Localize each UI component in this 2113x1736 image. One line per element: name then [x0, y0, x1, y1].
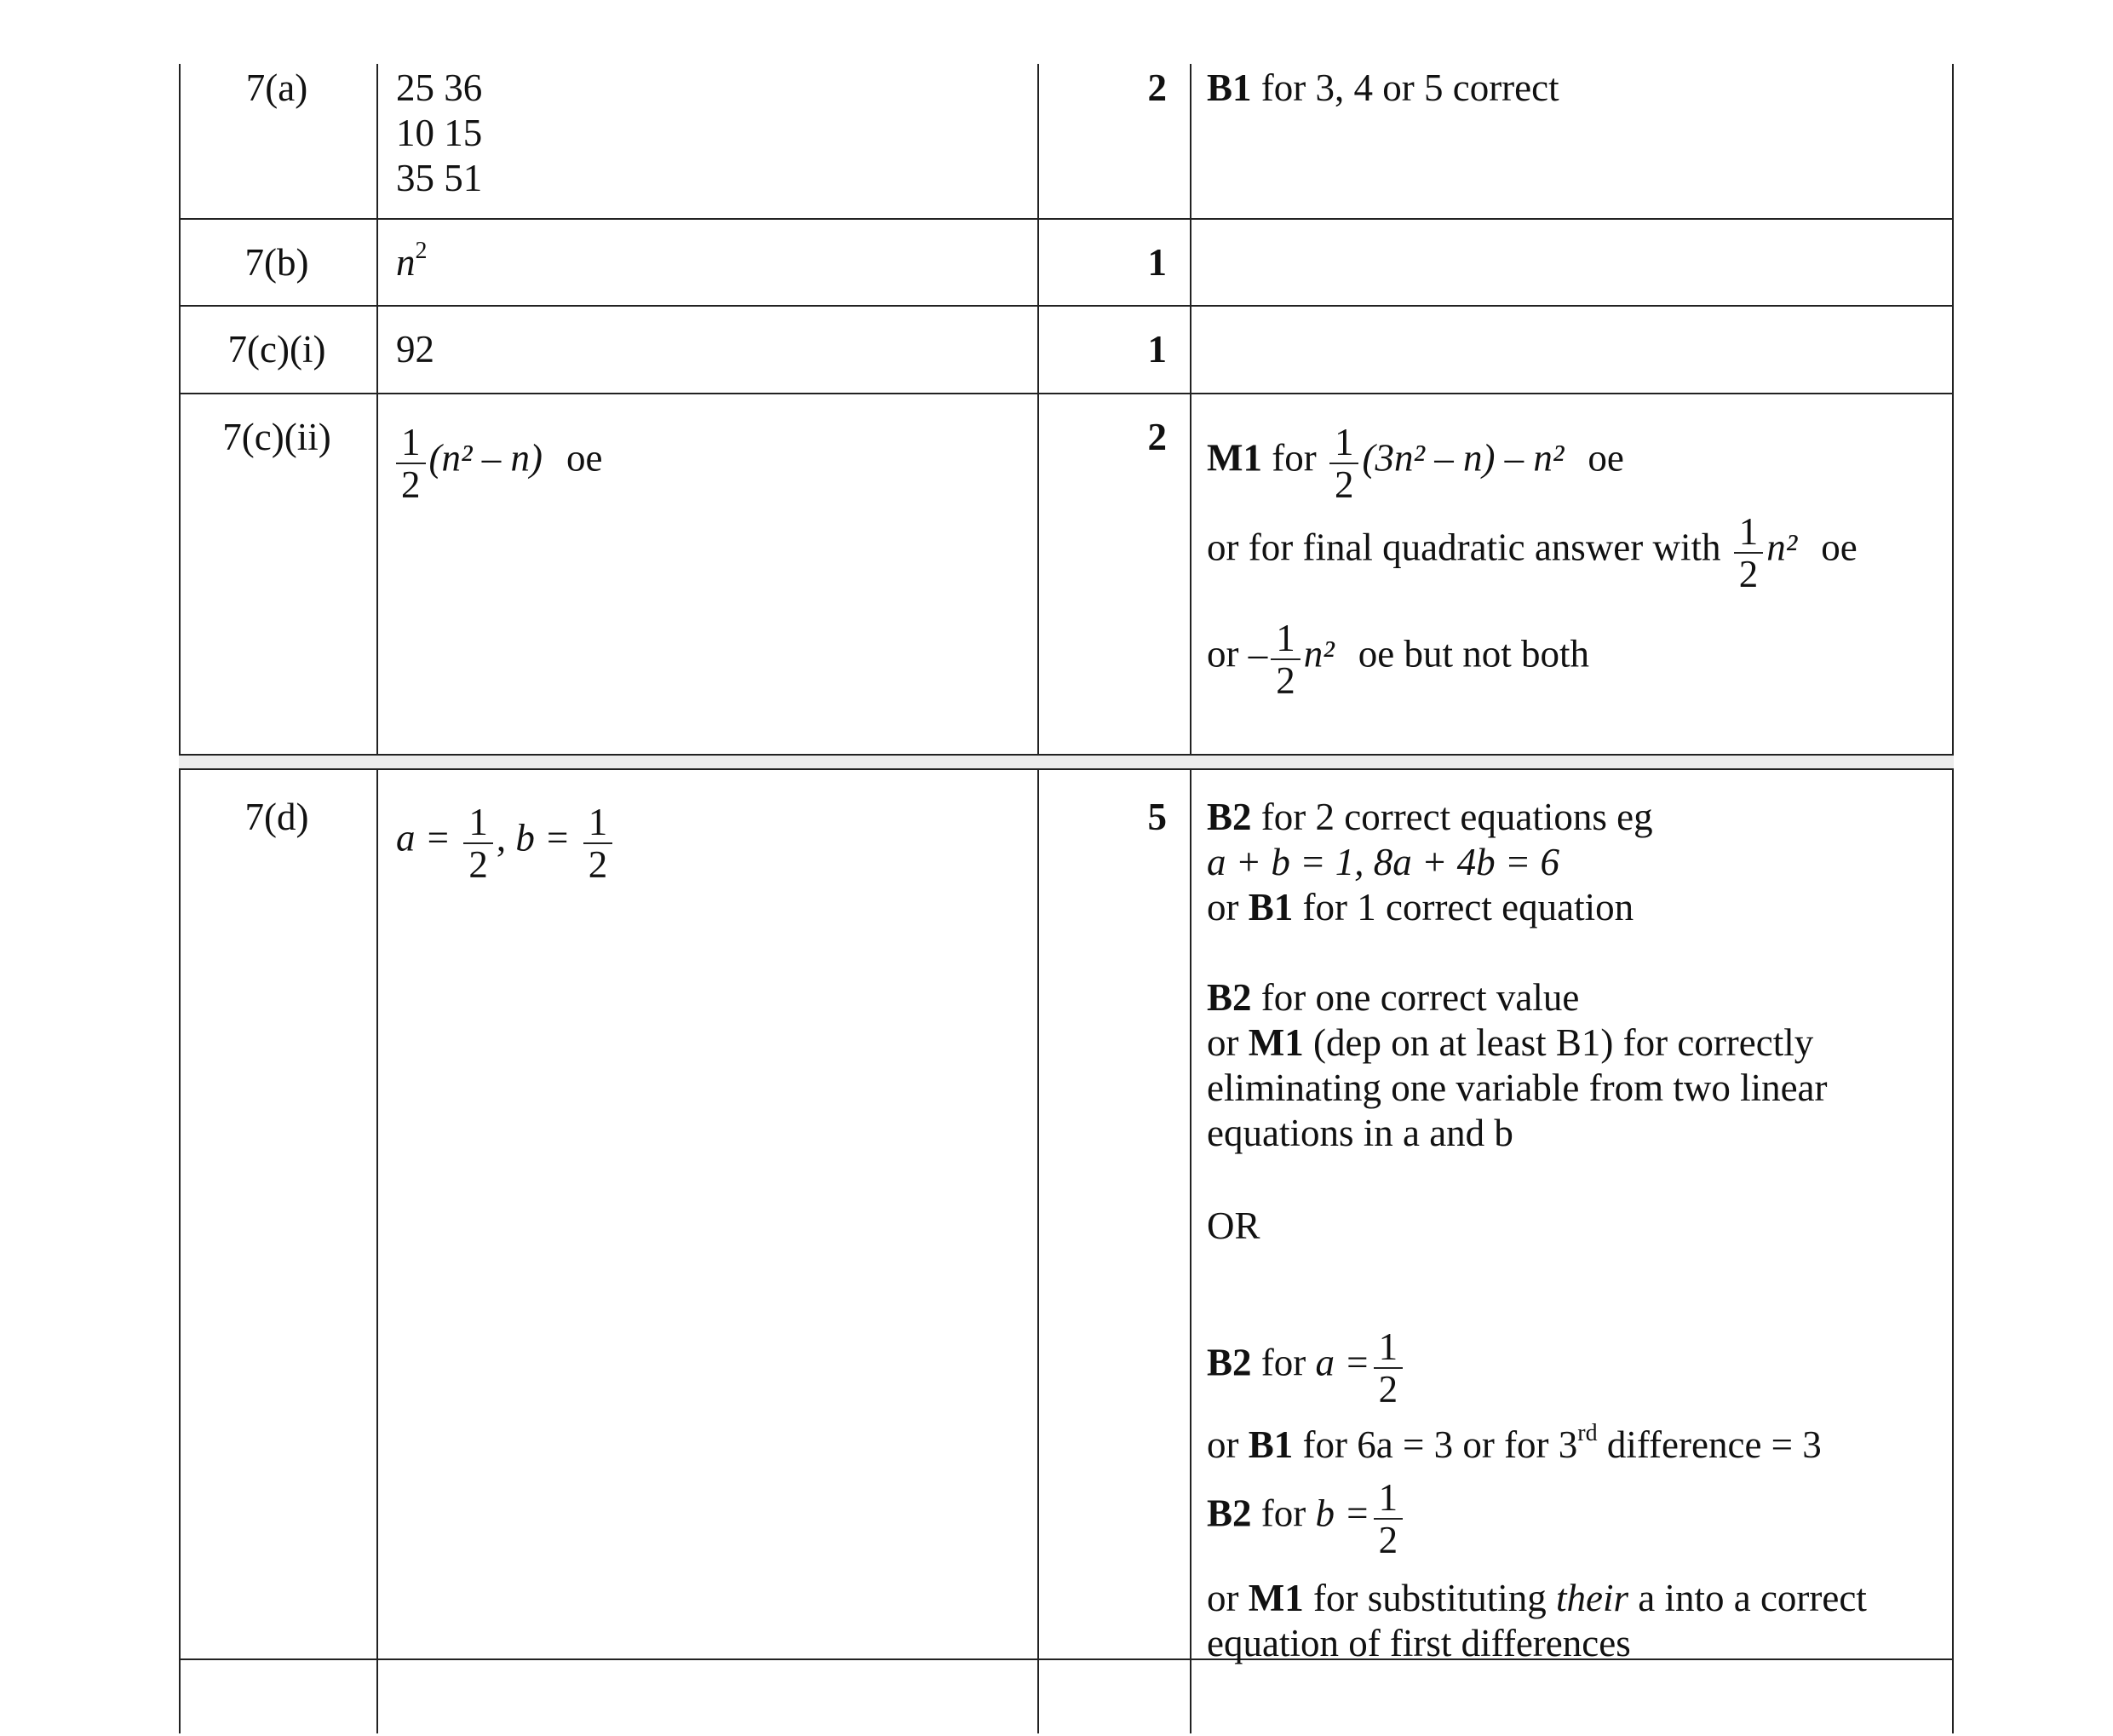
marks: 1	[1147, 328, 1167, 371]
fraction-denominator: 2	[588, 843, 608, 886]
answer	[396, 800, 616, 886]
fraction-numerator: 1	[1329, 422, 1359, 464]
guidance-text: for	[1260, 1341, 1306, 1384]
guidance-line: equations in a and b	[1207, 1112, 1513, 1154]
answer: 92	[396, 328, 434, 371]
fraction-denominator: 2	[1276, 659, 1295, 702]
fraction-denominator: 2	[1378, 1368, 1398, 1411]
answer	[396, 420, 603, 506]
guidance	[1207, 1420, 1822, 1468]
mark-code: B1	[1248, 1423, 1294, 1466]
column-rule	[1952, 64, 1954, 1733]
guidance-text: or	[1207, 886, 1239, 928]
answer	[396, 66, 482, 201]
row-rule	[179, 393, 1954, 394]
question-number: 7(c)(i)	[227, 328, 326, 371]
answer-variable: n	[396, 241, 416, 284]
row-rule	[179, 768, 1954, 770]
guidance-line	[1207, 1576, 1867, 1621]
fraction	[1734, 511, 1764, 595]
guidance-text: or	[1207, 1423, 1239, 1466]
guidance-line: eliminating one variable from two linear	[1207, 1066, 1828, 1109]
mark-code: M1	[1207, 436, 1262, 480]
column-rule	[1037, 64, 1039, 1733]
guidance	[1207, 420, 1624, 506]
guidance-text: a into a correct	[1638, 1577, 1867, 1619]
mark-code: B2	[1207, 1492, 1252, 1535]
guidance-suffix: oe but not both	[1358, 632, 1589, 675]
mark-code: B2	[1207, 796, 1252, 838]
guidance-text: or for final quadratic answer with	[1207, 526, 1721, 569]
guidance-expression: n²	[1303, 632, 1335, 675]
question-number: 7(a)	[245, 66, 308, 109]
guidance	[1207, 795, 1653, 930]
fraction-numerator: 1	[1271, 618, 1301, 660]
answer-separator: ,	[496, 816, 507, 859]
answer-variable: b =	[515, 816, 571, 859]
mark-code: M1	[1248, 1021, 1304, 1064]
fraction	[583, 802, 613, 885]
guidance-suffix: oe	[1588, 436, 1624, 480]
marks: 5	[1147, 796, 1167, 838]
column-rule	[179, 64, 181, 1733]
fraction	[1374, 1326, 1404, 1410]
mark-code: B2	[1207, 976, 1252, 1019]
guidance	[1207, 509, 1857, 593]
guidance-text: for 1 correct equation	[1302, 886, 1634, 928]
guidance-suffix: oe	[1821, 526, 1857, 569]
guidance-text: or –	[1207, 632, 1268, 675]
guidance-line: a + b = 1, 8a + 4b = 6	[1207, 841, 1559, 883]
fraction-denominator: 2	[1378, 1519, 1398, 1561]
row-rule	[179, 305, 1954, 307]
guidance-emphasis: their	[1556, 1577, 1628, 1619]
guidance-text: for one correct value	[1260, 976, 1580, 1019]
fraction-numerator: 1	[583, 802, 613, 844]
guidance-text: for 2 correct equations eg	[1260, 796, 1653, 838]
guidance-line	[1207, 795, 1653, 840]
guidance-line	[1207, 1020, 1828, 1066]
guidance	[1207, 1204, 1260, 1249]
fraction	[463, 802, 493, 885]
guidance-expression: (3n² – n) – n²	[1362, 436, 1565, 480]
guidance-line: OR	[1207, 1204, 1260, 1247]
row-separator-band	[179, 755, 1954, 768]
marks: 1	[1147, 241, 1167, 284]
fraction-denominator: 2	[468, 843, 488, 886]
answer-line: 10 15	[396, 112, 483, 154]
answer-suffix: oe	[566, 436, 603, 480]
answer	[396, 240, 428, 285]
fraction-denominator: 2	[1334, 463, 1354, 506]
fraction-numerator: 1	[1374, 1326, 1404, 1369]
guidance-expression: n²	[1766, 526, 1798, 569]
fraction	[1374, 1477, 1404, 1561]
guidance	[1207, 1576, 1867, 1666]
guidance	[1207, 1475, 1406, 1559]
answer-line: 35 51	[396, 157, 483, 199]
answer-exponent: 2	[415, 238, 428, 264]
ordinal-superscript: rd	[1577, 1420, 1598, 1446]
guidance	[1207, 616, 1589, 702]
guidance-text: for substituting	[1312, 1577, 1547, 1619]
fraction-numerator: 1	[1374, 1477, 1404, 1520]
guidance	[1207, 1325, 1406, 1411]
guidance-text: for 6a = 3 or for 3	[1302, 1423, 1578, 1466]
guidance-text: or	[1207, 1021, 1239, 1064]
fraction-numerator: 1	[463, 802, 493, 844]
guidance-text: or	[1207, 1577, 1239, 1619]
fraction-denominator: 2	[1738, 553, 1759, 595]
mark-code: B2	[1207, 1341, 1252, 1384]
marks: 2	[1147, 66, 1167, 109]
guidance-text: for	[1272, 436, 1317, 480]
question-number: 7(d)	[244, 796, 309, 838]
marks: 2	[1147, 416, 1167, 458]
answer-variable: a =	[396, 816, 451, 859]
fraction	[1329, 422, 1359, 505]
guidance-text: difference = 3	[1606, 1423, 1822, 1466]
column-rule	[376, 64, 378, 1733]
guidance-expression: b =	[1315, 1492, 1370, 1535]
guidance-text: (dep on at least B1) for correctly	[1312, 1021, 1814, 1064]
fraction	[1271, 618, 1301, 701]
guidance-text: for 3, 4 or 5 correct	[1260, 66, 1559, 109]
guidance-text: for	[1260, 1492, 1306, 1535]
guidance-line	[1207, 975, 1828, 1020]
column-rule	[1190, 64, 1191, 1733]
fraction-denominator: 2	[401, 463, 421, 506]
guidance-expression: a =	[1315, 1341, 1370, 1384]
guidance-line: equation of first differences	[1207, 1622, 1631, 1664]
question-number: 7(b)	[244, 241, 309, 284]
answer-expression: (n² – n)	[428, 436, 543, 480]
guidance-line	[1207, 885, 1653, 930]
guidance	[1207, 975, 1828, 1156]
fraction	[396, 422, 426, 505]
mark-code: B1	[1248, 886, 1294, 928]
row-rule	[179, 754, 1954, 756]
mark-code: B1	[1207, 66, 1252, 109]
mark-scheme-table	[179, 64, 1954, 1733]
row-rule	[179, 218, 1954, 220]
question-number: 7(c)(ii)	[222, 416, 331, 458]
mark-code: M1	[1248, 1577, 1304, 1619]
answer-line: 25 36	[396, 66, 483, 109]
guidance	[1207, 66, 1559, 111]
fraction-numerator: 1	[1734, 511, 1764, 554]
fraction-numerator: 1	[396, 422, 426, 464]
